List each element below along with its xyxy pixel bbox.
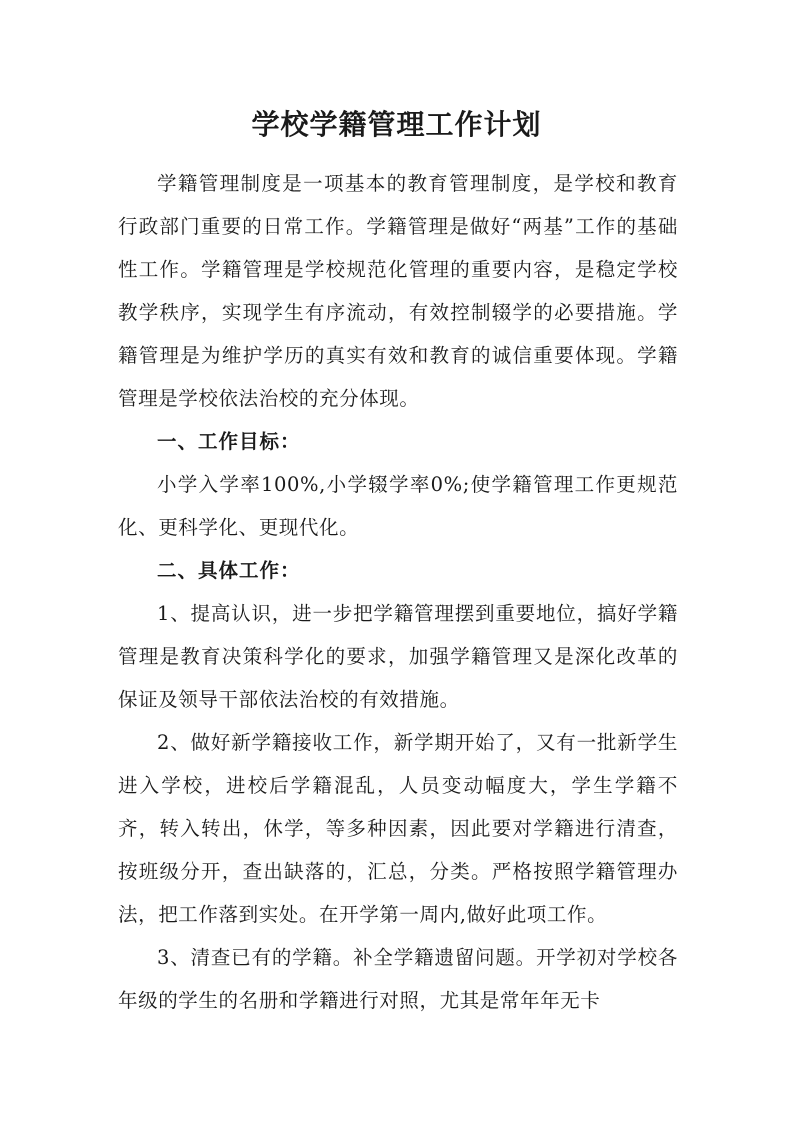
goals-paragraph: 小学入学率100%,小学辍学率0%;使学籍管理工作更规范化、更科学化、更现代化。 <box>118 473 678 539</box>
document-body <box>118 162 678 1022</box>
section-heading-goals: 一、工作目标： <box>157 430 301 453</box>
section-heading-tasks: 二、具体工作： <box>157 559 301 582</box>
task-item-1: 1、提高认识，进一步把学籍管理摆到重要地位，搞好学籍管理是教育决策科学化的要求，加强学籍管理又是深化改革的保证及领导干部依法治校的有效措施。 <box>118 602 678 711</box>
document-title: 学校学籍管理工作计划 <box>251 108 542 141</box>
task-item-3: 3、清查已有的学籍。补全学籍遗留问题。开学初对学校各年级的学生的名册和学籍进行对照，尤其是常年年无卡 <box>118 946 678 1012</box>
intro-paragraph: 学籍管理制度是一项基本的教育管理制度，是学校和教育行政部门重要的日常工作。学籍管理是做好“两基”工作的基础性工作。学籍管理是学校规范化管理的重要内容，是稳定学校教学秩序，实现学生有序流动，有效控制辍学的必要措施。学籍管理是为维护学历的真实有效和教育的诚信重要体现。学籍管理是学校依法治校的充分体现。 <box>118 172 678 410</box>
task-item-2: 2、做好新学籍接收工作，新学期开始了，又有一批新学生进入学校，进校后学籍混乱，人员变动幅度大，学生学籍不齐，转入转出，休学，等多种因素，因此要对学籍进行清查，按班级分开，查出缺落的，汇总，分类。严格按照学籍管理办法，把工作落到实处。在开学第一周内,做好此项工作。 <box>118 731 678 926</box>
